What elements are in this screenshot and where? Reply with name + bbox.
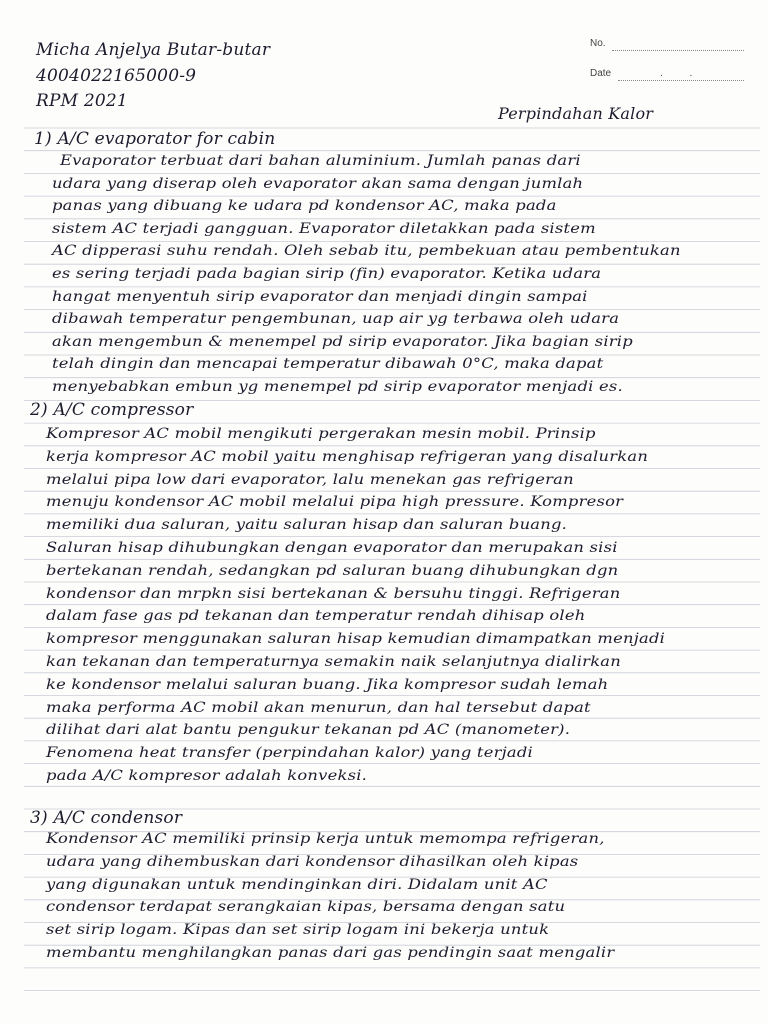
handwritten-line: pada A/C kompresor adalah konveksi. <box>46 768 368 784</box>
handwritten-line: yang digunakan untuk mendinginkan diri. Didalam unit AC <box>46 876 548 893</box>
handwritten-line: Kondensor AC memiliki prinsip kerja untuk memompa refrigeran, <box>46 831 605 847</box>
no-fill-line <box>612 50 744 51</box>
handwritten-line: udara yang diserap oleh evaporator akan sama dengan jumlah <box>52 175 584 192</box>
handwritten-line: dalam fase gas pd tekanan dan temperatur rendah dihisap oleh <box>46 608 586 625</box>
student-name: Micha Anjelya Butar-butar <box>36 40 271 60</box>
handwritten-line: dilihat dari alat bantu pengukur tekanan pd AC (manometer). <box>46 722 571 739</box>
handwritten-line: akan mengembun & menempel pd sirip evaporator. Jika bagian sirip <box>52 333 633 350</box>
handwritten-line: kan tekanan dan temperaturnya semakin naik selanjutnya dialirkan <box>46 654 622 670</box>
section-3-heading: 3) A/C condensor <box>30 808 183 828</box>
handwritten-line: panas yang dibuang ke udara pd kondensor AC, maka pada <box>52 198 557 215</box>
handwritten-line: set sirip logam. Kipas dan set sirip logam ini bekerja untuk <box>46 922 550 939</box>
program-label: RPM 2021 <box>36 91 128 111</box>
handwritten-line: Kompresor AC mobil mengikuti pergerakan mesin mobil. Prinsip <box>46 426 596 442</box>
section-1-heading: 1) A/C evaporator for cabin <box>34 129 276 149</box>
handwritten-line: AC dipperasi suhu rendah. Oleh sebab itu, pembekuan atau pembentukan <box>52 243 681 260</box>
handwritten-line: memiliki dua saluran, yaitu saluran hisap dan saluran buang. <box>46 517 568 534</box>
date-label: Date <box>590 68 612 79</box>
handwritten-line: udara yang dihembuskan dari kondensor dihasilkan oleh kipas <box>46 853 579 870</box>
handwritten-line: kerja kompresor AC mobil yaitu menghisap refrigeran yang disalurkan <box>46 448 649 465</box>
handwritten-line: bertekanan rendah, sedangkan pd saluran buang dihubungkan dgn <box>46 562 619 579</box>
handwritten-line: menuju kondensor AC mobil melalui pipa high pressure. Kompresor <box>46 494 624 511</box>
handwritten-line: kondensor dan mrpkn sisi bertekanan & bersuhu tinggi. Refrigeran <box>46 585 621 602</box>
handwritten-line: Evaporator terbuat dari bahan aluminium. Jumlah panas dari <box>60 153 581 169</box>
student-id: 4004022165000-9 <box>36 66 197 86</box>
handwritten-line: sistem AC terjadi gangguan. Evaporator diletakkan pada sistem <box>52 220 596 237</box>
handwritten-line: melalui pipa low dari evaporator, lalu menekan gas refrigeran <box>46 471 574 488</box>
section-2-heading: 2) A/C compressor <box>30 400 194 420</box>
handwritten-line: Saluran hisap dihubungkan dengan evaporator dan merupakan sisi <box>46 540 618 556</box>
handwritten-line: Fenomena heat transfer (perpindahan kalor) yang terjadi <box>46 745 533 762</box>
handwritten-line: telah dingin dan mencapai temperatur dibawah 0°C, maka dapat <box>52 356 604 373</box>
handwritten-line: maka performa AC mobil akan menurun, dan hal tersebut dapat <box>46 699 591 716</box>
handwritten-line: es sering terjadi pada bagian sirip (fin) evaporator. Ketika udara <box>52 266 602 282</box>
handwritten-line: hangat menyentuh sirip evaporator dan menjadi dingin sampai <box>52 288 588 305</box>
handwritten-line: dibawah temperatur pengembunan, uap air yg terbawa oleh udara <box>52 311 620 328</box>
handwritten-line: kompresor menggunakan saluran hisap kemudian dimampatkan menjadi <box>46 631 666 648</box>
handwritten-line: membantu menghilangkan panas dari gas pendingin saat mengalir <box>46 945 615 961</box>
handwritten-line: menyebabkan embun yg menempel pd sirip evaporator menjadi es. <box>52 379 623 395</box>
handwritten-line: ke kondensor melalui saluran buang. Jika kompresor sudah lemah <box>46 676 609 693</box>
no-label: No. <box>590 38 606 49</box>
date-dots: . . <box>660 68 705 79</box>
handwritten-line: condensor terdapat serangkaian kipas, bersama dengan satu <box>46 899 566 916</box>
page-title: Perpindahan Kalor <box>498 104 654 123</box>
date-fill-line <box>618 80 744 81</box>
